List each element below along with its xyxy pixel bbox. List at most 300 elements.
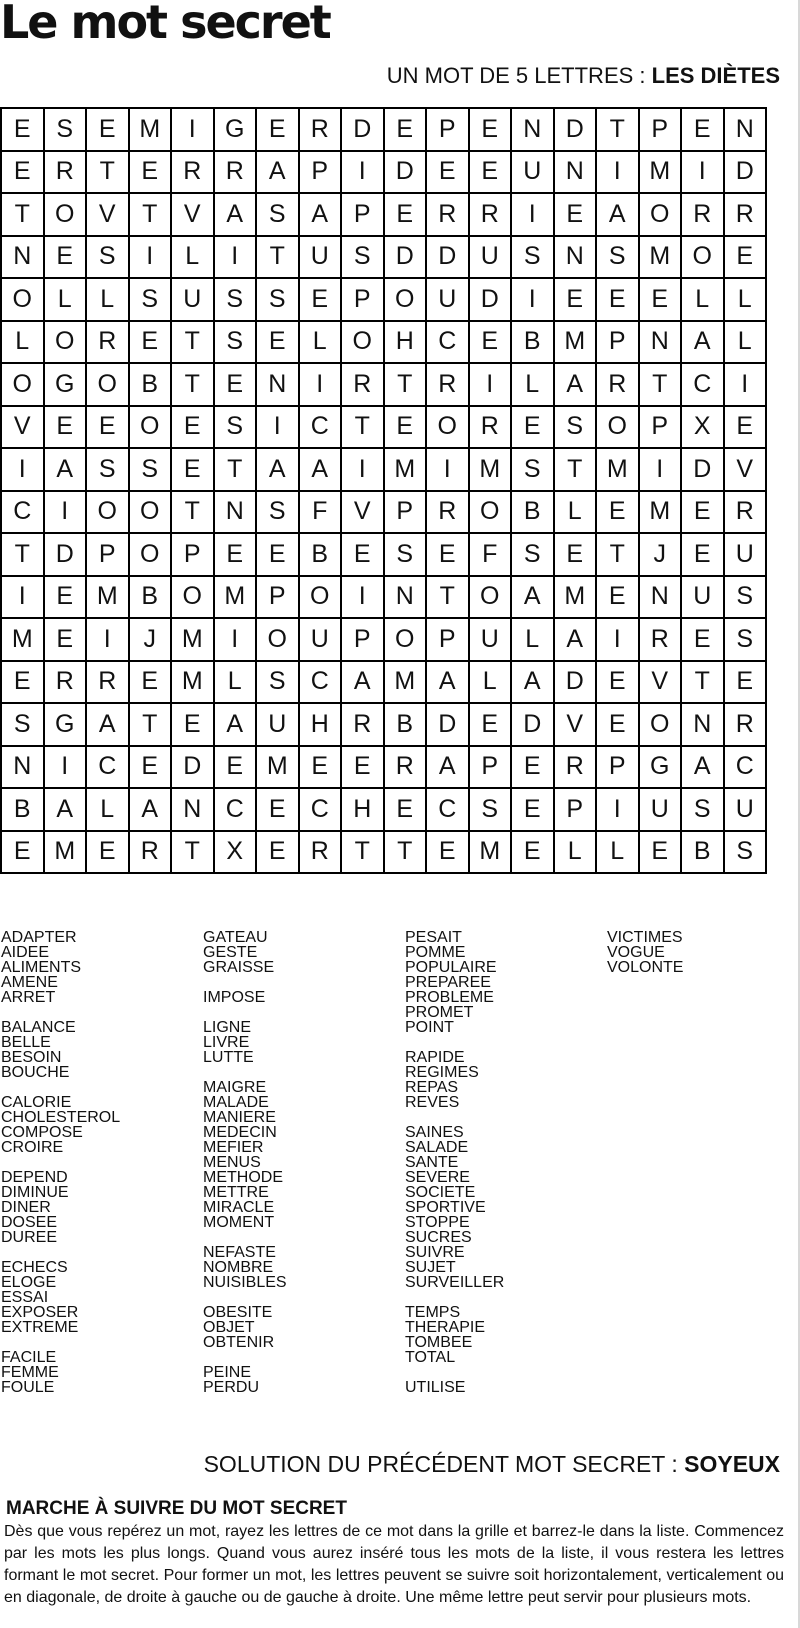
grid-cell[interactable]: H <box>341 788 384 831</box>
grid-cell[interactable]: P <box>426 618 469 661</box>
grid-cell[interactable]: E <box>554 533 597 576</box>
grid-cell[interactable]: A <box>299 448 342 491</box>
word-list-item[interactable]: VICTIMES <box>607 929 683 946</box>
grid-cell[interactable]: C <box>299 406 342 449</box>
grid-cell[interactable]: E <box>596 703 639 746</box>
word-list-item[interactable]: SEVERE <box>405 1169 470 1186</box>
grid-cell[interactable]: S <box>86 448 129 491</box>
grid-cell[interactable]: U <box>171 278 214 321</box>
grid-cell[interactable]: O <box>596 406 639 449</box>
grid-cell[interactable]: E <box>724 661 767 704</box>
word-list-item[interactable]: EXTREME <box>1 1319 79 1336</box>
grid-cell[interactable]: E <box>256 788 299 831</box>
grid-cell[interactable]: A <box>681 746 724 789</box>
grid-cell[interactable]: E <box>469 321 512 364</box>
grid-cell[interactable]: R <box>724 491 767 534</box>
grid-cell[interactable]: E <box>596 661 639 704</box>
grid-cell[interactable]: O <box>129 533 172 576</box>
grid-cell[interactable]: N <box>511 108 554 151</box>
grid-cell[interactable]: O <box>681 236 724 279</box>
grid-cell[interactable]: M <box>469 831 512 874</box>
grid-cell[interactable]: B <box>511 321 554 364</box>
grid-cell[interactable]: R <box>86 661 129 704</box>
grid-cell[interactable]: P <box>596 321 639 364</box>
grid-cell[interactable]: I <box>256 406 299 449</box>
grid-cell[interactable]: D <box>554 108 597 151</box>
grid-cell[interactable]: P <box>299 151 342 194</box>
grid-cell[interactable]: A <box>596 193 639 236</box>
grid-cell[interactable]: N <box>639 576 682 619</box>
word-list-item[interactable]: CALORIE <box>1 1094 72 1111</box>
grid-cell[interactable]: A <box>214 193 257 236</box>
grid-cell[interactable]: M <box>639 236 682 279</box>
grid-cell[interactable]: L <box>554 491 597 534</box>
grid-cell[interactable]: I <box>596 151 639 194</box>
word-list-item[interactable]: REGIMES <box>405 1064 479 1081</box>
word-list-item[interactable]: DOSEE <box>1 1214 58 1231</box>
grid-cell[interactable]: O <box>1 363 44 406</box>
grid-cell[interactable]: R <box>86 321 129 364</box>
grid-cell[interactable]: R <box>426 363 469 406</box>
grid-cell[interactable]: G <box>44 703 87 746</box>
grid-cell[interactable]: I <box>44 491 87 534</box>
grid-cell[interactable]: O <box>1 278 44 321</box>
word-list-item[interactable]: PEINE <box>203 1364 252 1381</box>
grid-cell[interactable]: N <box>256 363 299 406</box>
grid-cell[interactable]: I <box>639 448 682 491</box>
grid-cell[interactable]: E <box>511 788 554 831</box>
grid-cell[interactable]: I <box>214 236 257 279</box>
grid-cell[interactable]: E <box>426 533 469 576</box>
grid-cell[interactable]: B <box>299 533 342 576</box>
grid-cell[interactable]: V <box>86 193 129 236</box>
grid-cell[interactable]: D <box>554 661 597 704</box>
grid-cell[interactable]: N <box>724 108 767 151</box>
word-list-item[interactable]: VOLONTE <box>607 959 684 976</box>
word-list-item[interactable]: COMPOSE <box>1 1124 83 1141</box>
grid-cell[interactable]: E <box>129 151 172 194</box>
grid-cell[interactable]: E <box>681 491 724 534</box>
grid-cell[interactable]: O <box>86 491 129 534</box>
grid-cell[interactable]: E <box>554 193 597 236</box>
grid-cell[interactable]: S <box>724 618 767 661</box>
grid-cell[interactable]: T <box>171 491 214 534</box>
word-list-item[interactable]: SUIVRE <box>405 1244 465 1261</box>
grid-cell[interactable]: L <box>724 278 767 321</box>
grid-cell[interactable]: S <box>129 448 172 491</box>
grid-cell[interactable]: E <box>86 406 129 449</box>
grid-cell[interactable]: A <box>511 661 554 704</box>
grid-cell[interactable]: P <box>341 193 384 236</box>
grid-cell[interactable]: S <box>469 788 512 831</box>
grid-cell[interactable]: T <box>171 831 214 874</box>
grid-cell[interactable]: E <box>256 533 299 576</box>
word-list-item[interactable]: STOPPE <box>405 1214 470 1231</box>
word-list-item[interactable]: OBTENIR <box>203 1334 275 1351</box>
grid-cell[interactable]: M <box>44 831 87 874</box>
grid-cell[interactable]: U <box>256 703 299 746</box>
grid-cell[interactable]: O <box>639 193 682 236</box>
grid-cell[interactable]: L <box>86 788 129 831</box>
grid-cell[interactable]: M <box>554 576 597 619</box>
grid-cell[interactable]: D <box>511 703 554 746</box>
word-list-item[interactable]: OBESITE <box>203 1304 273 1321</box>
grid-cell[interactable]: M <box>1 618 44 661</box>
grid-cell[interactable]: E <box>384 193 427 236</box>
grid-cell[interactable]: P <box>469 746 512 789</box>
grid-cell[interactable]: D <box>426 236 469 279</box>
grid-cell[interactable]: D <box>171 746 214 789</box>
word-list-item[interactable]: SANTE <box>405 1154 459 1171</box>
grid-cell[interactable]: C <box>299 788 342 831</box>
grid-cell[interactable]: E <box>384 788 427 831</box>
grid-cell[interactable]: A <box>554 618 597 661</box>
grid-cell[interactable]: B <box>681 831 724 874</box>
grid-cell[interactable]: O <box>639 703 682 746</box>
grid-cell[interactable]: O <box>129 406 172 449</box>
grid-cell[interactable]: U <box>469 618 512 661</box>
grid-cell[interactable]: S <box>256 491 299 534</box>
grid-cell[interactable]: D <box>341 108 384 151</box>
word-list-item[interactable]: GESTE <box>203 944 258 961</box>
grid-cell[interactable]: E <box>129 746 172 789</box>
grid-cell[interactable]: E <box>44 236 87 279</box>
word-list-item[interactable]: MENUS <box>203 1154 261 1171</box>
grid-cell[interactable]: A <box>44 788 87 831</box>
grid-cell[interactable]: I <box>44 746 87 789</box>
grid-cell[interactable]: S <box>214 321 257 364</box>
grid-cell[interactable]: G <box>639 746 682 789</box>
grid-cell[interactable]: U <box>299 236 342 279</box>
word-list-item[interactable]: VOGUE <box>607 944 665 961</box>
grid-cell[interactable]: V <box>171 193 214 236</box>
grid-cell[interactable]: I <box>171 108 214 151</box>
word-list-item[interactable]: TEMPS <box>405 1304 461 1321</box>
grid-cell[interactable]: R <box>44 661 87 704</box>
grid-cell[interactable]: U <box>639 788 682 831</box>
grid-cell[interactable]: L <box>469 661 512 704</box>
grid-cell[interactable]: O <box>44 193 87 236</box>
grid-cell[interactable]: T <box>596 533 639 576</box>
grid-cell[interactable]: E <box>469 703 512 746</box>
grid-cell[interactable]: E <box>1 661 44 704</box>
word-list-item[interactable]: TOTAL <box>405 1349 456 1366</box>
grid-cell[interactable]: L <box>724 321 767 364</box>
grid-cell[interactable]: O <box>256 618 299 661</box>
word-list-item[interactable]: BALANCE <box>1 1019 76 1036</box>
word-list-item[interactable]: ELOGE <box>1 1274 57 1291</box>
grid-cell[interactable]: A <box>554 363 597 406</box>
word-list-item[interactable]: POPULAIRE <box>405 959 497 976</box>
word-list-item[interactable]: LIGNE <box>203 1019 252 1036</box>
grid-cell[interactable]: M <box>129 108 172 151</box>
grid-cell[interactable]: O <box>341 321 384 364</box>
grid-cell[interactable]: V <box>554 703 597 746</box>
word-list-item[interactable]: ECHECS <box>1 1259 68 1276</box>
word-list-item[interactable]: POINT <box>405 1019 454 1036</box>
grid-cell[interactable]: S <box>86 236 129 279</box>
grid-cell[interactable]: O <box>469 576 512 619</box>
grid-cell[interactable]: S <box>214 278 257 321</box>
grid-cell[interactable]: F <box>299 491 342 534</box>
word-list-item[interactable]: POMME <box>405 944 466 961</box>
grid-cell[interactable]: T <box>129 193 172 236</box>
grid-cell[interactable]: M <box>639 491 682 534</box>
word-list-item[interactable]: ALIMENTS <box>1 959 82 976</box>
grid-cell[interactable]: V <box>639 661 682 704</box>
grid-cell[interactable]: P <box>86 533 129 576</box>
grid-cell[interactable]: E <box>724 406 767 449</box>
grid-cell[interactable]: S <box>1 703 44 746</box>
grid-cell[interactable]: D <box>384 151 427 194</box>
grid-cell[interactable]: E <box>469 151 512 194</box>
grid-cell[interactable]: I <box>596 788 639 831</box>
grid-cell[interactable]: N <box>681 703 724 746</box>
word-list-item[interactable]: DUREE <box>1 1229 58 1246</box>
grid-cell[interactable]: E <box>639 831 682 874</box>
word-list-item[interactable]: MAIGRE <box>203 1079 267 1096</box>
grid-cell[interactable]: T <box>639 363 682 406</box>
grid-cell[interactable]: H <box>299 703 342 746</box>
grid-cell[interactable]: P <box>341 618 384 661</box>
grid-cell[interactable]: N <box>214 491 257 534</box>
grid-cell[interactable]: C <box>214 788 257 831</box>
grid-cell[interactable]: B <box>129 363 172 406</box>
grid-cell[interactable]: E <box>681 533 724 576</box>
grid-cell[interactable]: N <box>639 321 682 364</box>
word-list-item[interactable]: MOMENT <box>203 1214 275 1231</box>
grid-cell[interactable]: E <box>426 831 469 874</box>
grid-cell[interactable]: T <box>171 321 214 364</box>
grid-cell[interactable]: A <box>256 448 299 491</box>
grid-cell[interactable]: R <box>596 363 639 406</box>
grid-cell[interactable]: I <box>511 278 554 321</box>
grid-cell[interactable]: D <box>384 236 427 279</box>
grid-cell[interactable]: N <box>1 746 44 789</box>
grid-cell[interactable]: S <box>384 533 427 576</box>
grid-cell[interactable]: E <box>171 703 214 746</box>
grid-cell[interactable]: P <box>256 576 299 619</box>
grid-cell[interactable]: L <box>1 321 44 364</box>
word-list-item[interactable]: PREPAREE <box>405 974 491 991</box>
grid-cell[interactable]: E <box>384 406 427 449</box>
grid-cell[interactable]: E <box>596 491 639 534</box>
grid-cell[interactable]: S <box>511 448 554 491</box>
word-list-item[interactable]: IMPOSE <box>203 989 266 1006</box>
grid-cell[interactable]: E <box>681 618 724 661</box>
grid-cell[interactable]: T <box>426 576 469 619</box>
grid-cell[interactable]: S <box>341 236 384 279</box>
word-list-item[interactable]: FEMME <box>1 1364 59 1381</box>
grid-cell[interactable]: E <box>129 321 172 364</box>
grid-cell[interactable]: I <box>1 576 44 619</box>
grid-cell[interactable]: R <box>554 746 597 789</box>
grid-cell[interactable]: I <box>86 618 129 661</box>
grid-cell[interactable]: O <box>129 491 172 534</box>
grid-cell[interactable]: E <box>639 278 682 321</box>
word-list-item[interactable]: PERDU <box>203 1379 260 1396</box>
grid-cell[interactable]: C <box>86 746 129 789</box>
grid-cell[interactable]: E <box>214 363 257 406</box>
grid-cell[interactable]: E <box>1 831 44 874</box>
grid-cell[interactable]: C <box>426 321 469 364</box>
word-list-item[interactable]: PROMET <box>405 1004 474 1021</box>
grid-cell[interactable]: U <box>469 236 512 279</box>
word-list-item[interactable]: DEPEND <box>1 1169 68 1186</box>
word-list-item[interactable]: DIMINUE <box>1 1184 69 1201</box>
word-list-item[interactable]: PESAIT <box>405 929 462 946</box>
grid-cell[interactable]: E <box>554 278 597 321</box>
grid-cell[interactable]: M <box>86 576 129 619</box>
grid-cell[interactable]: T <box>86 151 129 194</box>
grid-cell[interactable]: B <box>1 788 44 831</box>
grid-cell[interactable]: A <box>129 788 172 831</box>
grid-cell[interactable]: A <box>681 321 724 364</box>
grid-cell[interactable]: E <box>44 618 87 661</box>
word-list-item[interactable]: CROIRE <box>1 1139 64 1156</box>
grid-cell[interactable]: U <box>724 788 767 831</box>
word-list-item[interactable]: REVES <box>405 1094 460 1111</box>
grid-cell[interactable]: P <box>639 108 682 151</box>
word-list-item[interactable]: SURVEILLER <box>405 1274 505 1291</box>
grid-cell[interactable]: M <box>384 448 427 491</box>
grid-cell[interactable]: R <box>299 831 342 874</box>
grid-cell[interactable]: S <box>129 278 172 321</box>
grid-cell[interactable]: T <box>1 533 44 576</box>
grid-cell[interactable]: O <box>384 618 427 661</box>
grid-cell[interactable]: R <box>469 406 512 449</box>
grid-cell[interactable]: S <box>724 831 767 874</box>
grid-cell[interactable]: S <box>44 108 87 151</box>
grid-cell[interactable]: M <box>639 151 682 194</box>
grid-cell[interactable]: N <box>1 236 44 279</box>
grid-cell[interactable]: B <box>511 491 554 534</box>
grid-cell[interactable]: T <box>384 831 427 874</box>
grid-cell[interactable]: E <box>724 236 767 279</box>
grid-cell[interactable]: L <box>511 618 554 661</box>
grid-cell[interactable]: T <box>554 448 597 491</box>
grid-cell[interactable]: U <box>426 278 469 321</box>
grid-cell[interactable]: T <box>341 831 384 874</box>
word-list-item[interactable]: THERAPIE <box>405 1319 486 1336</box>
grid-cell[interactable]: E <box>596 278 639 321</box>
grid-cell[interactable]: X <box>214 831 257 874</box>
grid-cell[interactable]: E <box>256 108 299 151</box>
word-list-item[interactable]: MEFIER <box>203 1139 264 1156</box>
grid-cell[interactable]: I <box>1 448 44 491</box>
grid-cell[interactable]: S <box>214 406 257 449</box>
grid-cell[interactable]: E <box>1 108 44 151</box>
grid-cell[interactable]: O <box>299 576 342 619</box>
grid-cell[interactable]: I <box>724 363 767 406</box>
word-list-item[interactable]: BELLE <box>1 1034 51 1051</box>
grid-cell[interactable]: T <box>1 193 44 236</box>
grid-cell[interactable]: O <box>171 576 214 619</box>
grid-cell[interactable]: U <box>724 533 767 576</box>
grid-cell[interactable]: I <box>469 363 512 406</box>
grid-cell[interactable]: E <box>511 831 554 874</box>
grid-cell[interactable]: S <box>554 406 597 449</box>
grid-cell[interactable]: E <box>171 406 214 449</box>
grid-cell[interactable]: N <box>554 236 597 279</box>
grid-cell[interactable]: T <box>129 703 172 746</box>
grid-cell[interactable]: T <box>681 661 724 704</box>
word-list-item[interactable]: NOMBRE <box>203 1259 274 1276</box>
grid-cell[interactable]: E <box>469 108 512 151</box>
grid-cell[interactable]: I <box>426 448 469 491</box>
grid-cell[interactable]: L <box>511 363 554 406</box>
grid-cell[interactable]: G <box>44 363 87 406</box>
grid-cell[interactable]: S <box>511 533 554 576</box>
grid-cell[interactable]: H <box>384 321 427 364</box>
grid-cell[interactable]: M <box>596 448 639 491</box>
grid-cell[interactable]: S <box>681 788 724 831</box>
grid-cell[interactable]: E <box>299 278 342 321</box>
grid-cell[interactable]: L <box>214 661 257 704</box>
grid-cell[interactable]: E <box>171 448 214 491</box>
grid-cell[interactable]: T <box>256 236 299 279</box>
word-list-item[interactable]: LIVRE <box>203 1034 250 1051</box>
word-list-item[interactable]: AIDEE <box>1 944 50 961</box>
grid-cell[interactable]: O <box>469 491 512 534</box>
word-list-item[interactable]: ESSAI <box>1 1289 49 1306</box>
grid-cell[interactable]: P <box>341 278 384 321</box>
grid-cell[interactable]: C <box>724 746 767 789</box>
grid-cell[interactable]: R <box>426 193 469 236</box>
grid-cell[interactable]: E <box>86 108 129 151</box>
word-list-item[interactable]: EXPOSER <box>1 1304 79 1321</box>
grid-cell[interactable]: P <box>596 746 639 789</box>
word-list-item[interactable]: MEDECIN <box>203 1124 277 1141</box>
word-list-item[interactable]: LUTTE <box>203 1049 254 1066</box>
grid-cell[interactable]: C <box>299 661 342 704</box>
grid-cell[interactable]: J <box>639 533 682 576</box>
grid-cell[interactable]: E <box>299 746 342 789</box>
grid-cell[interactable]: P <box>384 491 427 534</box>
grid-cell[interactable]: U <box>511 151 554 194</box>
grid-cell[interactable]: R <box>341 703 384 746</box>
word-list-item[interactable]: TOMBEE <box>405 1334 473 1351</box>
grid-cell[interactable]: L <box>44 278 87 321</box>
grid-cell[interactable]: R <box>129 831 172 874</box>
grid-cell[interactable]: E <box>214 746 257 789</box>
grid-cell[interactable]: C <box>426 788 469 831</box>
grid-cell[interactable]: F <box>469 533 512 576</box>
word-list-item[interactable]: GATEAU <box>203 929 268 946</box>
grid-cell[interactable]: M <box>384 661 427 704</box>
grid-cell[interactable]: P <box>426 108 469 151</box>
grid-cell[interactable]: D <box>469 278 512 321</box>
grid-cell[interactable]: E <box>256 321 299 364</box>
grid-cell[interactable]: M <box>554 321 597 364</box>
word-list-item[interactable]: ADAPTER <box>1 929 77 946</box>
grid-cell[interactable]: E <box>596 576 639 619</box>
grid-cell[interactable]: T <box>341 406 384 449</box>
grid-cell[interactable]: X <box>681 406 724 449</box>
word-list-item[interactable]: OBJET <box>203 1319 255 1336</box>
word-list-item[interactable]: ARRET <box>1 989 56 1006</box>
grid-cell[interactable]: R <box>299 108 342 151</box>
grid-cell[interactable]: I <box>596 618 639 661</box>
word-list-item[interactable]: DINER <box>1 1199 51 1216</box>
grid-cell[interactable]: S <box>256 193 299 236</box>
grid-cell[interactable]: L <box>681 278 724 321</box>
grid-cell[interactable]: I <box>129 236 172 279</box>
word-list-item[interactable]: CHOLESTEROL <box>1 1109 121 1126</box>
word-list-item[interactable]: NUISIBLES <box>203 1274 287 1291</box>
grid-cell[interactable]: A <box>44 448 87 491</box>
grid-cell[interactable]: A <box>214 703 257 746</box>
